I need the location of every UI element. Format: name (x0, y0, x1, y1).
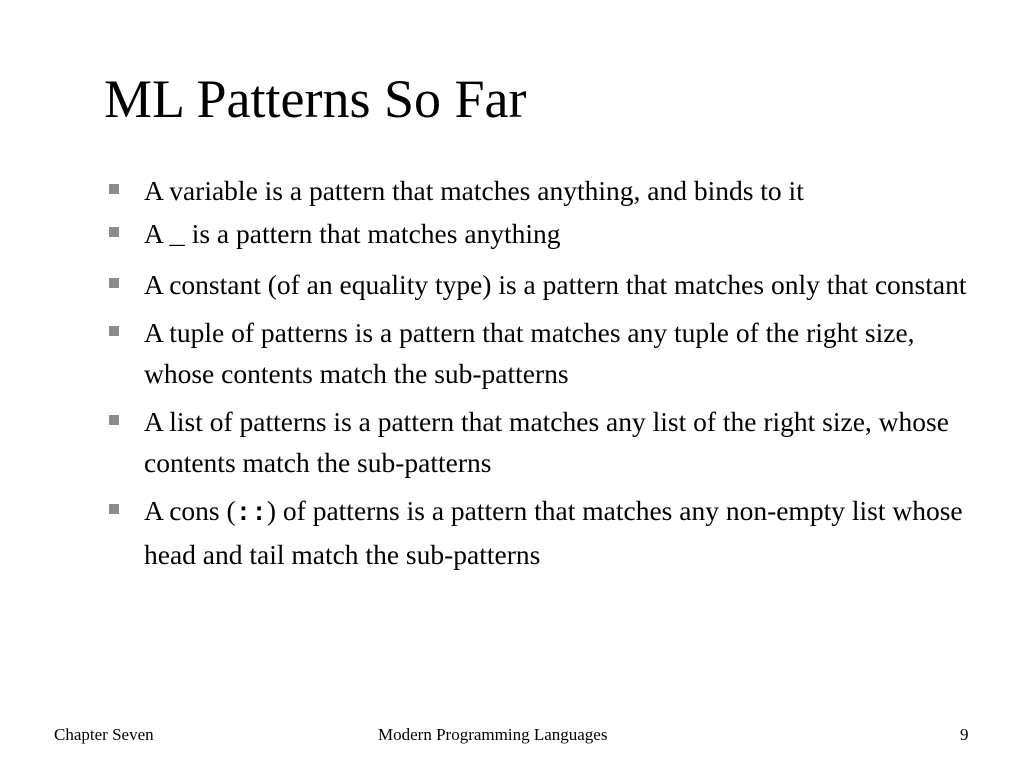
square-bullet-icon (109, 278, 119, 288)
bullet-text: A tuple of patterns is a pattern that matches any tuple of the right size, whose contents match the sub-patterns (144, 317, 915, 389)
bullet-item (106, 312, 986, 394)
bullet-text: A constant (of an equality type) is a pattern that matches only that constant (144, 269, 967, 300)
slide-title: ML Patterns So Far (104, 69, 527, 129)
bullet-item (106, 401, 986, 483)
bullet-text: A (144, 218, 170, 249)
bullet-text: ) of patterns is a pattern that matches any non-empty list whose head and tail match the sub-patterns (144, 495, 963, 570)
footer-course-title: Modern Programming Languages (378, 725, 608, 744)
square-bullet-icon (109, 415, 119, 425)
footer-chapter: Chapter Seven (54, 725, 154, 744)
bullet-item (106, 490, 986, 575)
bullet-text: A list of patterns is a pattern that matches any list of the right size, whose contents match the sub-patterns (144, 406, 949, 478)
bullet-text: is a pattern that matches anything (184, 218, 561, 249)
bullet-list (106, 170, 986, 582)
square-bullet-icon (109, 326, 119, 336)
underscore-code: _ (169, 221, 185, 251)
bullet-text: A cons ( (144, 495, 236, 526)
bullet-item (106, 170, 986, 211)
square-bullet-icon (109, 184, 119, 194)
bullet-item (106, 213, 986, 257)
bullet-text: A variable is a pattern that matches anything, and binds to it (144, 175, 804, 206)
square-bullet-icon (109, 504, 119, 514)
page-number: 9 (960, 725, 969, 744)
square-bullet-icon (109, 227, 119, 237)
cons-operator-code: :: (235, 498, 267, 528)
bullet-item (106, 264, 986, 305)
